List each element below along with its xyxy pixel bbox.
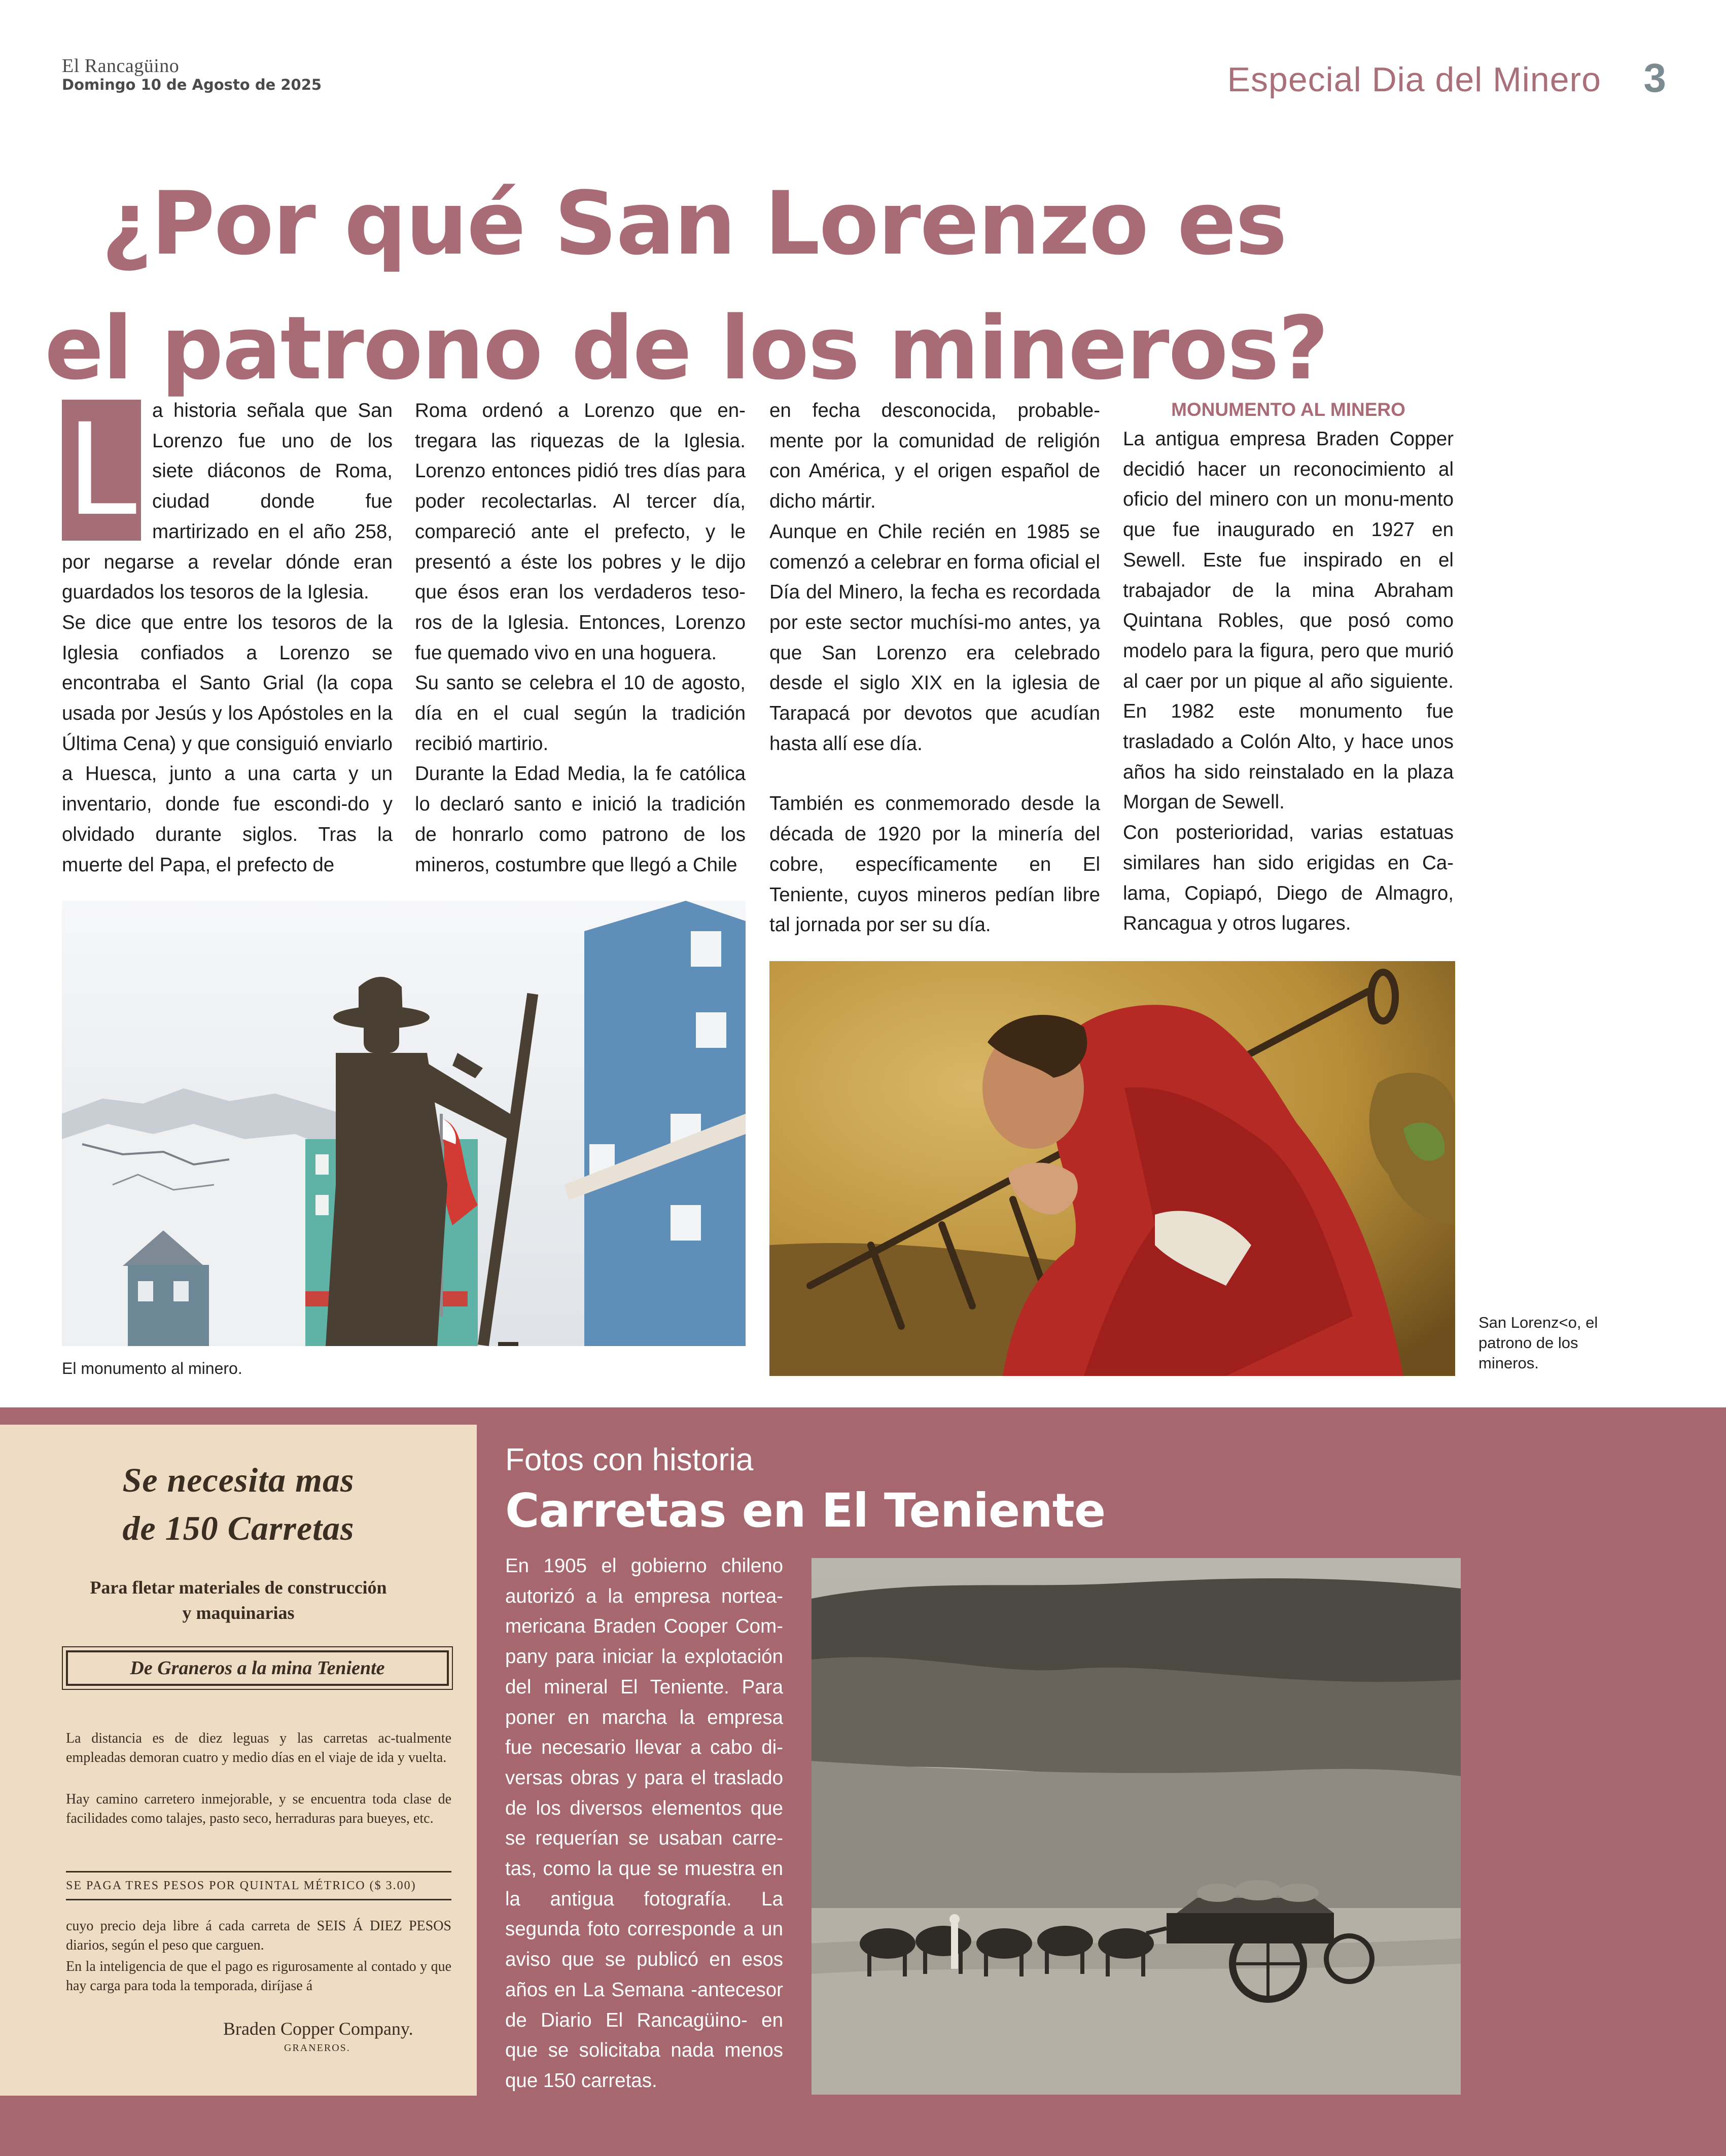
oxcart-photo (812, 1558, 1461, 2095)
feature-body: En 1905 el gobierno chileno autorizó a la empresa nortea-mericana Braden Cooper Com-pany para iniciar la explotación del mineral El Teniente. Para poner en marcha la empresa fue necesario llevar a cabo di-versas obras y para el traslado de los diversos elementos que se requerían se usaban carre-tas, como la que se muestra en la antigua fotografía. La segunda foto corresponde a un aviso que se publicó en esos años en La Semana -antecesor de Diario El Rancagüino- en que se solicitaba nada menos que 150 carretas. (505, 1555, 783, 2092)
paragraph: También es conmemorado desde la década de 1920 por la minería del cobre, específicamente en El Teniente, cuyos mineros pedían libre tal jornada por ser su día. (769, 793, 1100, 936)
subhead: MONUMENTO AL MINERO (1171, 399, 1405, 420)
article-column-2 (415, 396, 746, 880)
publication-date: Domingo 10 de Agosto de 2025 (62, 76, 322, 93)
advert-place: GRANEROS. (284, 2042, 350, 2054)
oxcart-photo-illustration (812, 1558, 1461, 2095)
paragraph: en fecha desconocida, probable-mente por la comunidad de religión con América, y el origen español de dicho mártir. (769, 400, 1100, 513)
paragraph: Roma ordenó a Lorenzo que en-tregara las riquezas de la Iglesia. Lorenzo entonces pidió tres días para poder recolectarlas. Al tercer día, compareció ante el prefecto, y le presentó a éste los pobres y le dijo que ésos eran los verdaderos teso-ros de la Iglesia. Entonces, Lorenzo fue quemado vivo en una hoguera. (415, 400, 746, 664)
paragraph: Con posterioridad, varias estatuas similares han sido erigidas en Ca-lama, Copiapó, Diego de Almagro, Rancagua y otros lugares. (1123, 822, 1454, 935)
paper-name: El Rancagüino (62, 55, 180, 77)
paragraph: a historia señala que San Lorenzo fue uno de los siete diáconos de Roma, ciudad donde fue martirizado en el año 258, por negarse a revelar dónde eran guardados los tesoros de la Iglesia. (62, 400, 393, 604)
advert-line-2: de 150 Carretas (122, 1509, 355, 1547)
monument-photo-illustration (62, 901, 746, 1346)
historical-advert (0, 1425, 477, 2096)
masthead (62, 56, 468, 93)
article-column-3 (769, 396, 1100, 940)
saint-painting-illustration (769, 961, 1455, 1376)
advert-signature: Braden Copper Company. (223, 2019, 413, 2039)
advert-paragraph-4: En la inteligencia de que el pago es rigurosamente al contado y que hay carga para toda la temporada, diríjase á (66, 1959, 451, 1994)
headline (45, 161, 1572, 411)
advert-line-4: y maquinarias (182, 1603, 295, 1623)
section-title: Especial Dia del Minero (1227, 60, 1601, 99)
page-number: 3 (1643, 55, 1666, 100)
advert-pay-line: SE PAGA TRES PESOS POR QUINTAL MÉTRICO ($ 3.00) (66, 1871, 451, 1900)
headline-line2: el patrono de los mineros? (45, 297, 1328, 399)
drop-cap: L (62, 400, 141, 541)
feature-kicker: Fotos con historia (505, 1442, 754, 1477)
paragraph-gap (769, 759, 1100, 789)
monument-photo (62, 901, 746, 1346)
headline-line1: ¿Por qué San Lorenzo es (101, 172, 1286, 274)
monument-caption: El monumento al minero. (62, 1359, 242, 1377)
paragraph: La antigua empresa Braden Copper decidió hacer un reconocimiento al oficio del minero con un monu-mento que fue inaugurado en 1927 en Sewell. Este fue inspirado en el trabajador de la mina Abraham Quintana Robles, que posó como modelo para la figura, pero que murió al caer por un pique al año siguiente. En 1982 este monumento fue trasladado a Colón Alto, y hace unos años ha sido reinstalado en la plaza Morgan de Sewell. (1123, 428, 1454, 814)
article-column-1 (62, 396, 393, 880)
article-column-4 (1123, 396, 1454, 939)
advert-route-box (66, 1650, 449, 1686)
paragraph: Aunque en Chile recién en 1985 se comenzó a celebrar en forma oficial el Día del Minero, la fecha es recordada por este sector muchísi-mo antes, ya que San Lorenzo era celebrado desde el siglo XIX en la iglesia de Tarapacá por devotos que acudían hasta allí ese día. (769, 520, 1100, 755)
advert-paragraph-2: Hay camino carretero inmejorable, y se encuentra toda clase de facilidades como talajes, pasto seco, herraduras para bueyes, etc. (66, 1791, 451, 1826)
advert-paragraph-3: cuyo precio deja libre á cada carreta de SEIS Á DIEZ PESOS diarios, según el peso que carguen. (66, 1918, 451, 1953)
saint-caption: San Lorenz<o, el patrono de los mineros. (1478, 1314, 1598, 1372)
feature-title: Carretas en El Teniente (505, 1483, 1106, 1538)
saint-painting (769, 961, 1455, 1376)
advert-line-1: Se necesita mas (122, 1461, 355, 1499)
paragraph: Se dice que entre los tesoros de la Iglesia confiados a Lorenzo se encontraba el Santo Grial (la copa usada por Jesús y los Apóstoles en la Última Cena) y que consiguió enviarlo a Huesca, junto a una carta y un inventario, donde fue escondi-do y olvidado durante siglos. Tras la muerte del Papa, el prefecto de (62, 611, 393, 876)
advert-line-3: Para fletar materiales de construcción (90, 1577, 387, 1598)
advert-line-5: De Graneros a la mina Teniente (130, 1657, 385, 1679)
paragraph: Durante la Edad Media, la fe católica lo declaró santo e inició la tradición de honrarlo como patrono de los mineros, costumbre que llegó a Chile (415, 763, 746, 876)
advert-paragraph-1: La distancia es de diez leguas y las carretas ac-tualmente empleadas demoran cuatro y medio días en el viaje de ida y vuelta. (66, 1730, 451, 1765)
paragraph: Su santo se celebra el 10 de agosto, día en el cual según la tradición recibió martirio. (415, 672, 746, 755)
